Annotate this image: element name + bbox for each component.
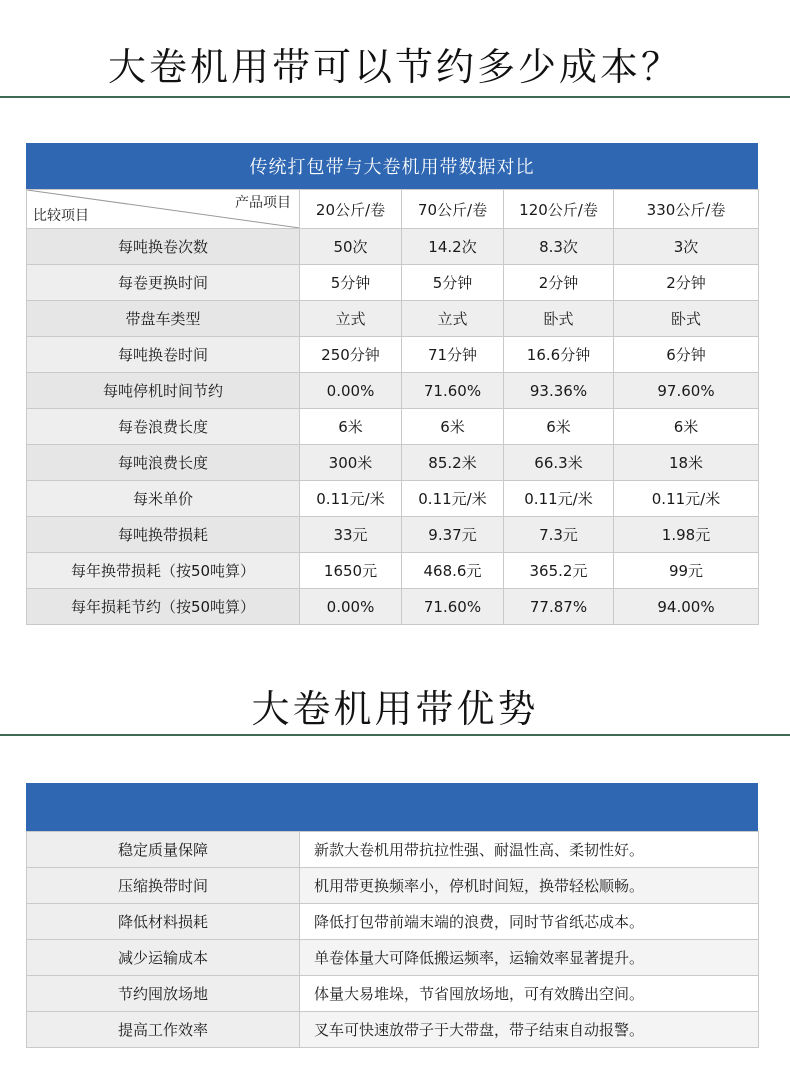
column-header: 70公斤/卷	[402, 190, 504, 229]
table-row	[27, 589, 759, 625]
table-cell: 71.60%	[402, 589, 504, 625]
advantage-label: 减少运输成本	[27, 940, 300, 976]
table-row	[27, 553, 759, 589]
table-row	[27, 481, 759, 517]
table-cell: 18米	[614, 445, 759, 481]
column-header: 20公斤/卷	[300, 190, 402, 229]
advantage-description: 体量大易堆垛，节省囤放场地，可有效腾出空间。	[300, 976, 759, 1012]
table-row	[27, 904, 759, 940]
table-cell: 2分钟	[614, 265, 759, 301]
table-cell: 16.6分钟	[504, 337, 614, 373]
table-cell: 立式	[402, 301, 504, 337]
row-label: 每吨换卷次数	[27, 229, 300, 265]
advantage-description: 机用带更换频率小，停机时间短，换带轻松顺畅。	[300, 868, 759, 904]
section-divider-2	[0, 734, 790, 736]
table-row	[27, 373, 759, 409]
table-cell: 2分钟	[504, 265, 614, 301]
table-cell: 71分钟	[402, 337, 504, 373]
table-cell: 300米	[300, 445, 402, 481]
table-cell: 卧式	[614, 301, 759, 337]
table-cell: 97.60%	[614, 373, 759, 409]
table-cell: 365.2元	[504, 553, 614, 589]
table-cell: 71.60%	[402, 373, 504, 409]
table-row	[27, 1012, 759, 1048]
row-label: 每年损耗节约（按50吨算）	[27, 589, 300, 625]
advantage-label: 稳定质量保障	[27, 832, 300, 868]
advantage-label: 提高工作效率	[27, 1012, 300, 1048]
table-cell: 85.2米	[402, 445, 504, 481]
corner-label-compare: 比较项目	[33, 208, 89, 224]
table-cell: 0.00%	[300, 589, 402, 625]
table-row	[27, 229, 759, 265]
row-label: 每卷浪费长度	[27, 409, 300, 445]
table-cell: 250分钟	[300, 337, 402, 373]
column-header: 330公斤/卷	[614, 190, 759, 229]
table-row	[27, 409, 759, 445]
advantage-description: 新款大卷机用带抗拉性强、耐温性高、柔韧性好。	[300, 832, 759, 868]
table-row	[27, 445, 759, 481]
table-cell: 立式	[300, 301, 402, 337]
row-label: 带盘车类型	[27, 301, 300, 337]
table-cell: 468.6元	[402, 553, 504, 589]
corner-header-cell	[27, 190, 300, 229]
row-label: 每年换带损耗（按50吨算）	[27, 553, 300, 589]
row-label: 每吨换带损耗	[27, 517, 300, 553]
table-cell: 5分钟	[300, 265, 402, 301]
table-cell: 1650元	[300, 553, 402, 589]
table-cell: 9.37元	[402, 517, 504, 553]
comparison-table	[26, 143, 758, 625]
table-cell: 66.3米	[504, 445, 614, 481]
table-cell: 6米	[300, 409, 402, 445]
table-cell: 93.36%	[504, 373, 614, 409]
table-row	[27, 832, 759, 868]
table-cell: 1.98元	[614, 517, 759, 553]
table-cell: 6分钟	[614, 337, 759, 373]
table-cell: 94.00%	[614, 589, 759, 625]
advantage-label: 节约囤放场地	[27, 976, 300, 1012]
advantages-grid	[26, 831, 759, 1048]
table-cell: 8.3次	[504, 229, 614, 265]
comparison-grid	[26, 189, 759, 625]
table-cell: 33元	[300, 517, 402, 553]
column-header: 120公斤/卷	[504, 190, 614, 229]
table-cell: 5分钟	[402, 265, 504, 301]
section-title-advantages: 大卷机用带优势	[251, 687, 539, 731]
table-cell: 6米	[614, 409, 759, 445]
column-header-row	[27, 190, 759, 229]
table-row	[27, 301, 759, 337]
table-cell: 77.87%	[504, 589, 614, 625]
advantage-description: 降低打包带前端末端的浪费，同时节省纸芯成本。	[300, 904, 759, 940]
table-row	[27, 337, 759, 373]
advantage-label: 降低材料损耗	[27, 904, 300, 940]
row-label: 每吨换卷时间	[27, 337, 300, 373]
table-row	[27, 868, 759, 904]
comparison-table-title: 传统打包带与大卷机用带数据对比	[26, 143, 758, 189]
table-cell: 6米	[504, 409, 614, 445]
table-cell: 6米	[402, 409, 504, 445]
row-label: 每吨停机时间节约	[27, 373, 300, 409]
table-row	[27, 940, 759, 976]
table-row	[27, 976, 759, 1012]
corner-label-product: 产品项目	[235, 195, 291, 211]
table-cell: 0.00%	[300, 373, 402, 409]
table-row	[27, 517, 759, 553]
table-cell: 0.11元/米	[300, 481, 402, 517]
row-label: 每吨浪费长度	[27, 445, 300, 481]
table-cell: 7.3元	[504, 517, 614, 553]
row-label: 每米单价	[27, 481, 300, 517]
table-cell: 3次	[614, 229, 759, 265]
advantage-description: 单卷体量大可降低搬运频率，运输效率显著提升。	[300, 940, 759, 976]
row-label: 每卷更换时间	[27, 265, 300, 301]
table-cell: 0.11元/米	[504, 481, 614, 517]
section-divider-1	[0, 96, 790, 98]
section-title-cost: 大卷机用带可以节约多少成本？	[107, 45, 682, 89]
table-cell: 50次	[300, 229, 402, 265]
table-row	[27, 265, 759, 301]
advantage-description: 叉车可快速放带子于大带盘，带子结束自动报警。	[300, 1012, 759, 1048]
advantage-label: 压缩换带时间	[27, 868, 300, 904]
table-cell: 卧式	[504, 301, 614, 337]
table-cell: 14.2次	[402, 229, 504, 265]
advantages-table-header-bar	[26, 783, 758, 831]
table-cell: 0.11元/米	[402, 481, 504, 517]
table-cell: 0.11元/米	[614, 481, 759, 517]
advantages-table	[26, 783, 758, 1048]
table-cell: 99元	[614, 553, 759, 589]
